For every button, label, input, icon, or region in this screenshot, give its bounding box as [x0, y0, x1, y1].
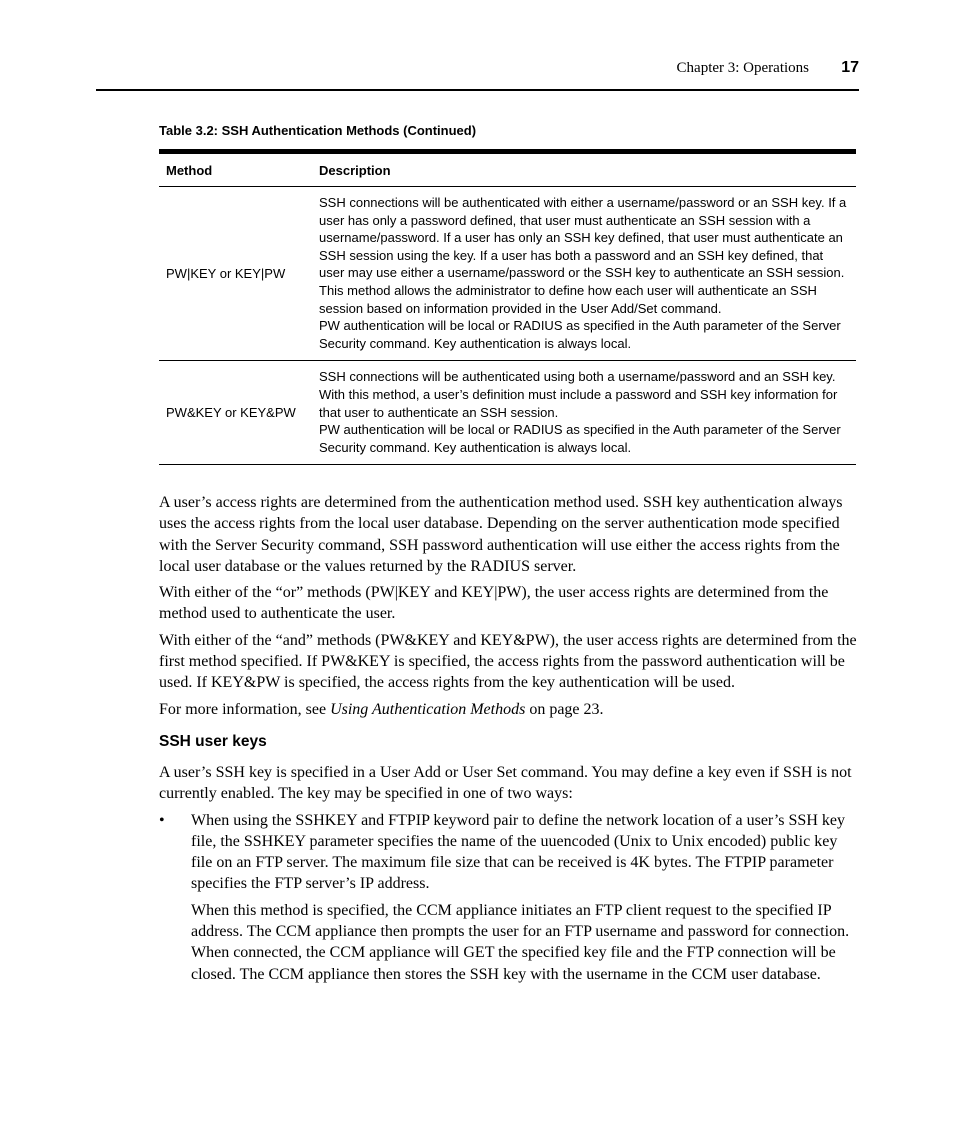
chapter-title: Chapter 3: Operations [676, 60, 809, 76]
body-text [159, 492, 859, 990]
ssh-auth-methods-table [159, 149, 856, 465]
method-cell: PW|KEY or KEY|PW [166, 266, 286, 282]
table-row [159, 360, 856, 464]
description-cell [319, 187, 856, 360]
description-text: SSH connections will be authenticated using both a username/password and an SSH key. With this method, a user’s definition must include a password and SSH key information for that user to authenticate an SSH session. [319, 369, 838, 420]
more-info-suffix: on page 23. [525, 700, 604, 718]
description-cell [319, 361, 856, 464]
description-text: SSH connections will be authenticated with either a username/password or an SSH key. If a user has only a password defined, that user must authenticate an SSH session with a username/password. If a user has only an SSH key defined, that user must authenticate an SSH session using the key. If a user has both a password and an SSH key defined, that user may use either a username/password or the SSH key to authenticate an SSH session. This method allows the administrator to define how each user will authenticate an SSH session based on information provided in the User Add/Set command. [319, 195, 847, 316]
column-header-description: Description [319, 162, 391, 178]
method-cell: PW&KEY or KEY&PW [166, 405, 296, 421]
paragraph-more-info [159, 699, 859, 720]
page-header [96, 58, 859, 91]
column-header-method: Method [166, 162, 213, 178]
paragraph-or-methods: With either of the “or” methods (PW|KEY and KEY|PW), the user access rights are determined from the method used to authenticate the user. [159, 584, 829, 623]
paragraph-and-methods: With either of the “and” methods (PW&KEY and KEY&PW), the user access rights are determined from the first method specified. If PW&KEY is specified, the access rights from the password authentication will be used. If KEY&PW is specified, the access rights from the key authentication will be used. [159, 631, 857, 692]
cross-reference-link[interactable]: Using Authentication Methods [330, 700, 526, 718]
section-heading: SSH user keys [159, 732, 267, 750]
paragraph-access-rights: A user’s access rights are determined from the authentication method used. SSH key authentication always uses the access rights from the local user database. Depending on the server authentication mode specified with the Server Security command, SSH password authentication will use either the access rights from the local user database or the values returned by the RADIUS server. [159, 494, 843, 575]
bullet-text: When using the SSHKEY and FTPIP keyword pair to define the network location of a user’s SSH key file, the SSHKEY parameter specifies the name of the uuencoded (Unix to Unix encoded) public key file on an FTP server. The maximum file size that can be received is 4K bytes. The FTPIP parameter specifies the FTP server’s IP address. [191, 811, 845, 893]
description-text: PW authentication will be local or RADIUS as specified in the Auth parameter of the Server Security command. Key authentication is always local. [319, 422, 841, 455]
description-text: PW authentication will be local or RADIUS as specified in the Auth parameter of the Server Security command. Key authentication is always local. [319, 318, 841, 351]
more-info-prefix: For more information, see [159, 700, 331, 718]
page-number: 17 [841, 59, 859, 76]
bullet-icon: • [159, 811, 165, 829]
bullet-continuation: When this method is specified, the CCM appliance initiates an FTP client request to the specified IP address. The CCM appliance then prompts the user for an FTP username and password for connection. When connected, the CCM appliance will GET the specified key file and the FTP connection will be closed. The CCM appliance then stores the SSH key with the username in the CCM user database. [191, 901, 850, 983]
paragraph-user-keys: A user’s SSH key is specified in a User Add or User Set command. You may define a key even if SSH is not currently enabled. The key may be specified in one of two ways: [159, 763, 852, 803]
table-caption: Table 3.2: SSH Authentication Methods (Continued) [159, 123, 477, 138]
table-header-row [159, 154, 856, 186]
list-item [159, 810, 859, 985]
table-row [159, 186, 856, 360]
